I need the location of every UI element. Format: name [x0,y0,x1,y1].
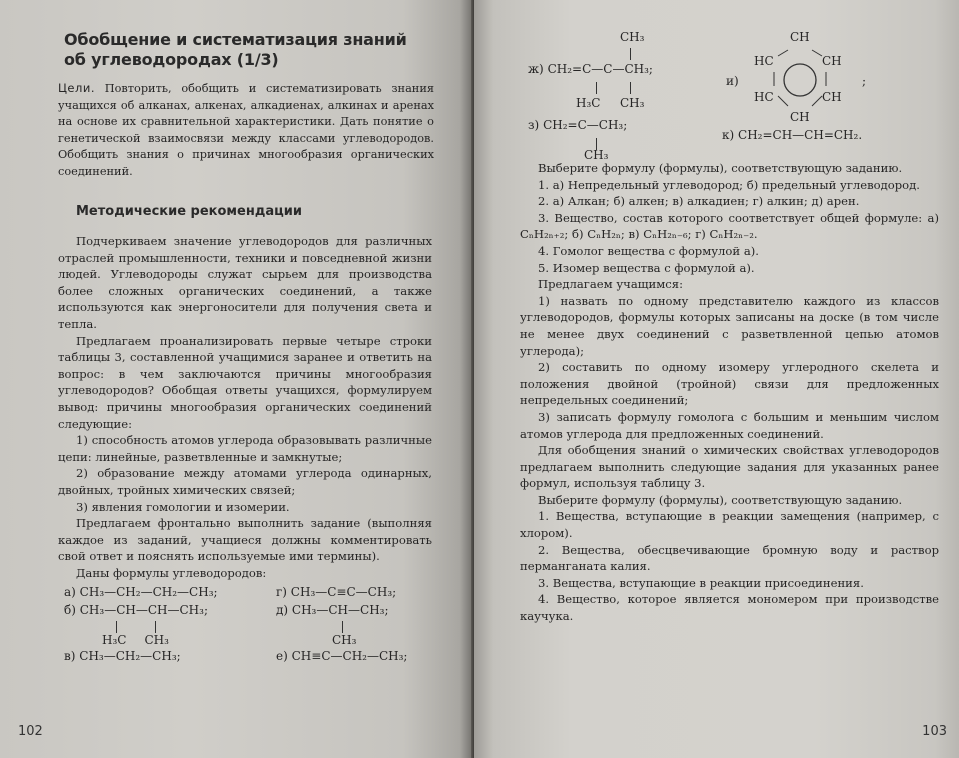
title-line-2: об углеводородах (1/3) [64,50,279,69]
paragraph: Подчеркиваем значение углеводородов для различных отраслей промышленности, техники и повседневной жизни людей. Углеводороды служат сырьем для производства более сложных органических соединений, а также используются как энергоносители для получения света и тепла. [58,234,432,331]
task-item: 3. Вещество, состав которого соответствует общей формуле: а) CₙH₂ₙ₊₂; б) CₙH₂ₙ; в) CₙH₂ₙ₋₆; г) CₙH₂ₙ₋₂. [520,210,939,242]
formula-a: а) CH₃—CH₂—CH₂—CH₃; [64,585,218,600]
left-page [0,0,474,758]
formula-list [64,583,432,665]
formula-d: д) CH₃—CH—CH₃; CH₃ [276,601,476,647]
task-item: 2. Вещества, обесцвечивающие бромную воду и раствор перманганата калия. [520,542,939,574]
task-item: 1. Вещества, вступающие в реакции замещения (например, с хлором). [520,509,939,541]
students-item: 2) составить по одному изомеру углеродного скелета и положения двойной (тройной) связи для предложенных непредельных соединений; [520,360,939,408]
task-item: 1. а) Непредельный углеводород; б) предельный углеводород. [538,177,920,192]
task-intro: Выберите формулу (формулы), соответствующую заданию. [538,161,903,175]
formula-g: г) CH₃—C≡C—CH₃; [276,585,397,600]
task-item: 3. Вещества, вступающие в реакции присоединения. [538,575,864,590]
formula-b: б) CH₃—CH—CH—CH₃; H₃C CH₃ [64,601,264,647]
formula-v: в) CH₃—CH₂—CH₃; [64,649,181,664]
task-item: 5. Изомер вещества с формулой а). [538,260,755,275]
right-body [520,160,939,625]
bond-line [342,619,476,633]
page-number-right: 103 [922,724,947,739]
bond-lines [116,619,264,633]
students-item: 3) записать формулу гомолога с большим и меньшим числом атомов углерода для предложенных соединений. [520,409,939,441]
list-item: 2) образование между атомами углерода одинарных, двойных, тройных химических связей; [58,466,432,497]
list-item: 3) явления гомологии и изомерии. [76,499,290,514]
paragraph: Даны формулы углеводородов: [76,565,267,580]
goals-label: Цели. [58,81,95,95]
goals-block [58,80,434,180]
title-line-1: Обобщение и систематизация знаний [64,30,407,49]
students-item: 1) назвать по одному представителю каждого из классов углеводородов, формулы которых записаны на доске (в том числе не менее двух соединений с разветвленной цепью атомов углерода); [520,293,939,358]
task-item: 2. а) Алкан; б) алкен; в) алкадиен; г) алкин; д) арен. [538,194,860,209]
benzene-ring: CH HC CH HC CH CH [750,34,850,124]
section-heading: Методические рекомендации [76,204,302,219]
paragraph: Для обобщения знаний о химических свойствах углеводородов предлагаем выполнить следующие задания для указанных ранее формул, используя таблицу 3. [520,443,939,491]
students-intro: Предлагаем учащимся: [538,277,683,292]
task-item: 4. Гомолог вещества с формулой а). [538,243,759,258]
left-body [58,233,432,665]
paragraph: Предлагаем фронтально выполнить задание (выполняя каждое из заданий, учащиеся должны комментировать свой ответ и пояснять используемые ими термины). [58,516,432,564]
goals-text: Повторить, обобщить и систематизировать знания учащихся об алканах, алкенах, алкадиенах, алкинах и аренах на основе их сравнительной характеристики. Дать понятие о генетической взаимосвязи между классами углеводородов. Обобщить знания о причинах многообразия органических соединений. [58,82,434,178]
paragraph: Предлагаем проанализировать первые четыре строки таблицы 3, составленной учащимися заранее и ответить на вопрос: в чем заключаются причины многообразия углеводородов? Обобщая ответы учащихся, формулируем вывод: причины многообразия органических соединений следующие: [58,333,432,431]
page-number-left: 102 [18,724,43,739]
formula-list-continued: CH₃ ж) CH₂=C—C—CH₃; H₃C CH₃ з) CH₂=C—CH₃; CH₃ и) CH HC CH HC CH CH ; к) CH₂=CH—CH=CH₂. [528,30,867,162]
list-item: 1) способность атомов углерода образовывать различные цепи: линейные, разветвленные и замкнутые; [58,433,432,464]
right-page [474,0,959,758]
formula-e: е) CH≡C—CH₂—CH₃; [276,649,408,664]
task-intro: Выберите формулу (формулы), соответствующую заданию. [538,492,903,507]
task-item: 4. Вещество, которое является мономером при производстве каучука. [520,592,939,624]
lesson-title [64,30,452,70]
